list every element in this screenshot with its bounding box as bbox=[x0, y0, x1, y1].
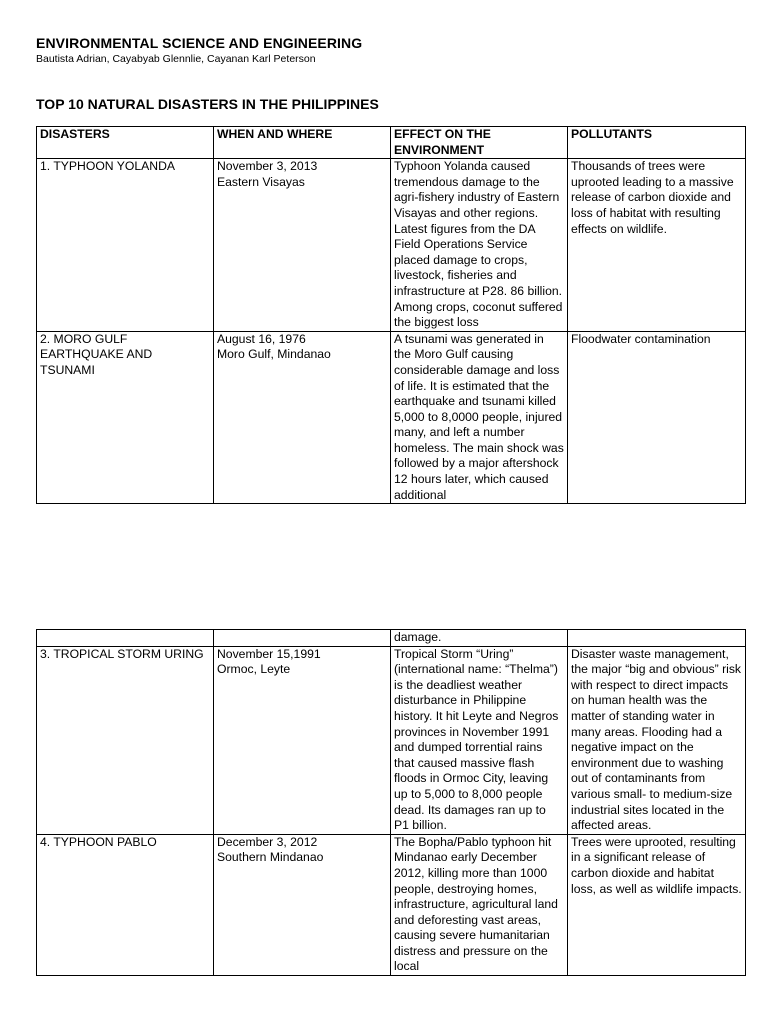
pollutants-cell: Trees were uprooted, resulting in a significant release of carbon dioxide and habitat loss, as well as wildlife impacts. bbox=[568, 834, 746, 975]
disaster-cell: 2. MORO GULF EARTHQUAKE AND TSUNAMI bbox=[37, 331, 214, 504]
authors-line: Bautista Adrian, Cayabyab Glennlie, Cayanan Karl Peterson bbox=[36, 53, 316, 65]
table-row bbox=[37, 834, 746, 975]
disaster-cell: 3. TROPICAL STORM URING bbox=[37, 646, 214, 834]
disasters-table-part-2 bbox=[36, 629, 746, 976]
pollutants-cell: Floodwater contamination bbox=[568, 331, 746, 504]
effect-cell: The Bopha/Pablo typhoon hit Mindanao early December 2012, killing more than 1000 people, destroying homes, infrastructure, agricultural land and deforesting vast areas, causing severe humanitarian distress and pressure on the local bbox=[391, 834, 568, 975]
effect-cell: Typhoon Yolanda caused tremendous damage to the agri-fishery industry of Eastern Visayas and other regions. Latest figures from the DA Field Operations Service placed damage to crops, livestock, fisheries and infrastructure at P28. 86 billion. Among crops, coconut suffered the biggest loss bbox=[391, 159, 568, 332]
table-row bbox=[37, 159, 746, 332]
header-effect: EFFECT ON THE ENVIRONMENT bbox=[391, 127, 568, 159]
when-where-cell: November 15,1991 Ormoc, Leyte bbox=[214, 646, 391, 834]
effect-cell: A tsunami was generated in the Moro Gulf causing considerable damage and loss of life. It is estimated that the earthquake and tsunami killed 5,000 to 8,0000 people, injured many, and left a number homeless. The main shock was followed by a major aftershock 12 hours later, which caused additional bbox=[391, 331, 568, 504]
empty-cell bbox=[568, 630, 746, 647]
continuation-row bbox=[37, 630, 746, 647]
empty-cell bbox=[214, 630, 391, 647]
pollutants-cell: Thousands of trees were uprooted leading to a massive release of carbon dioxide and loss of habitat with resulting effects on wildlife. bbox=[568, 159, 746, 332]
table-header-row bbox=[37, 127, 746, 159]
header-disasters: DISASTERS bbox=[37, 127, 214, 159]
effect-cell: Tropical Storm “Uring” (international name: “Thelma”) is the deadliest weather disturbance in Philippine history. It hit Leyte and Negros provinces in November 1991 and dumped torrential rains that caused massive flash floods in Ormoc City, leaving up to 5,000 to 8,000 people dead. Its damages ran up to P1 billion. bbox=[391, 646, 568, 834]
when-where-cell: December 3, 2012 Southern Mindanao bbox=[214, 834, 391, 975]
when-where-cell: November 3, 2013 Eastern Visayas bbox=[214, 159, 391, 332]
section-title: TOP 10 NATURAL DISASTERS IN THE PHILIPPINES bbox=[36, 96, 379, 112]
empty-cell bbox=[37, 630, 214, 647]
when-where-cell: August 16, 1976 Moro Gulf, Mindanao bbox=[214, 331, 391, 504]
document-title: ENVIRONMENTAL SCIENCE AND ENGINEERING bbox=[36, 35, 363, 51]
continuation-cell: damage. bbox=[391, 630, 568, 647]
pollutants-cell: Disaster waste management, the major “big and obvious” risk with respect to direct impacts on human health was the matter of standing water in many areas. Flooding had a negative impact on the environment due to washing out of contaminants from various small- to medium-size industrial sites located in the affected areas. bbox=[568, 646, 746, 834]
header-when-where: WHEN AND WHERE bbox=[214, 127, 391, 159]
disaster-cell: 1. TYPHOON YOLANDA bbox=[37, 159, 214, 332]
table-row bbox=[37, 331, 746, 504]
disaster-cell: 4. TYPHOON PABLO bbox=[37, 834, 214, 975]
disasters-table-part-1 bbox=[36, 126, 746, 504]
header-pollutants: POLLUTANTS bbox=[568, 127, 746, 159]
table-row bbox=[37, 646, 746, 834]
